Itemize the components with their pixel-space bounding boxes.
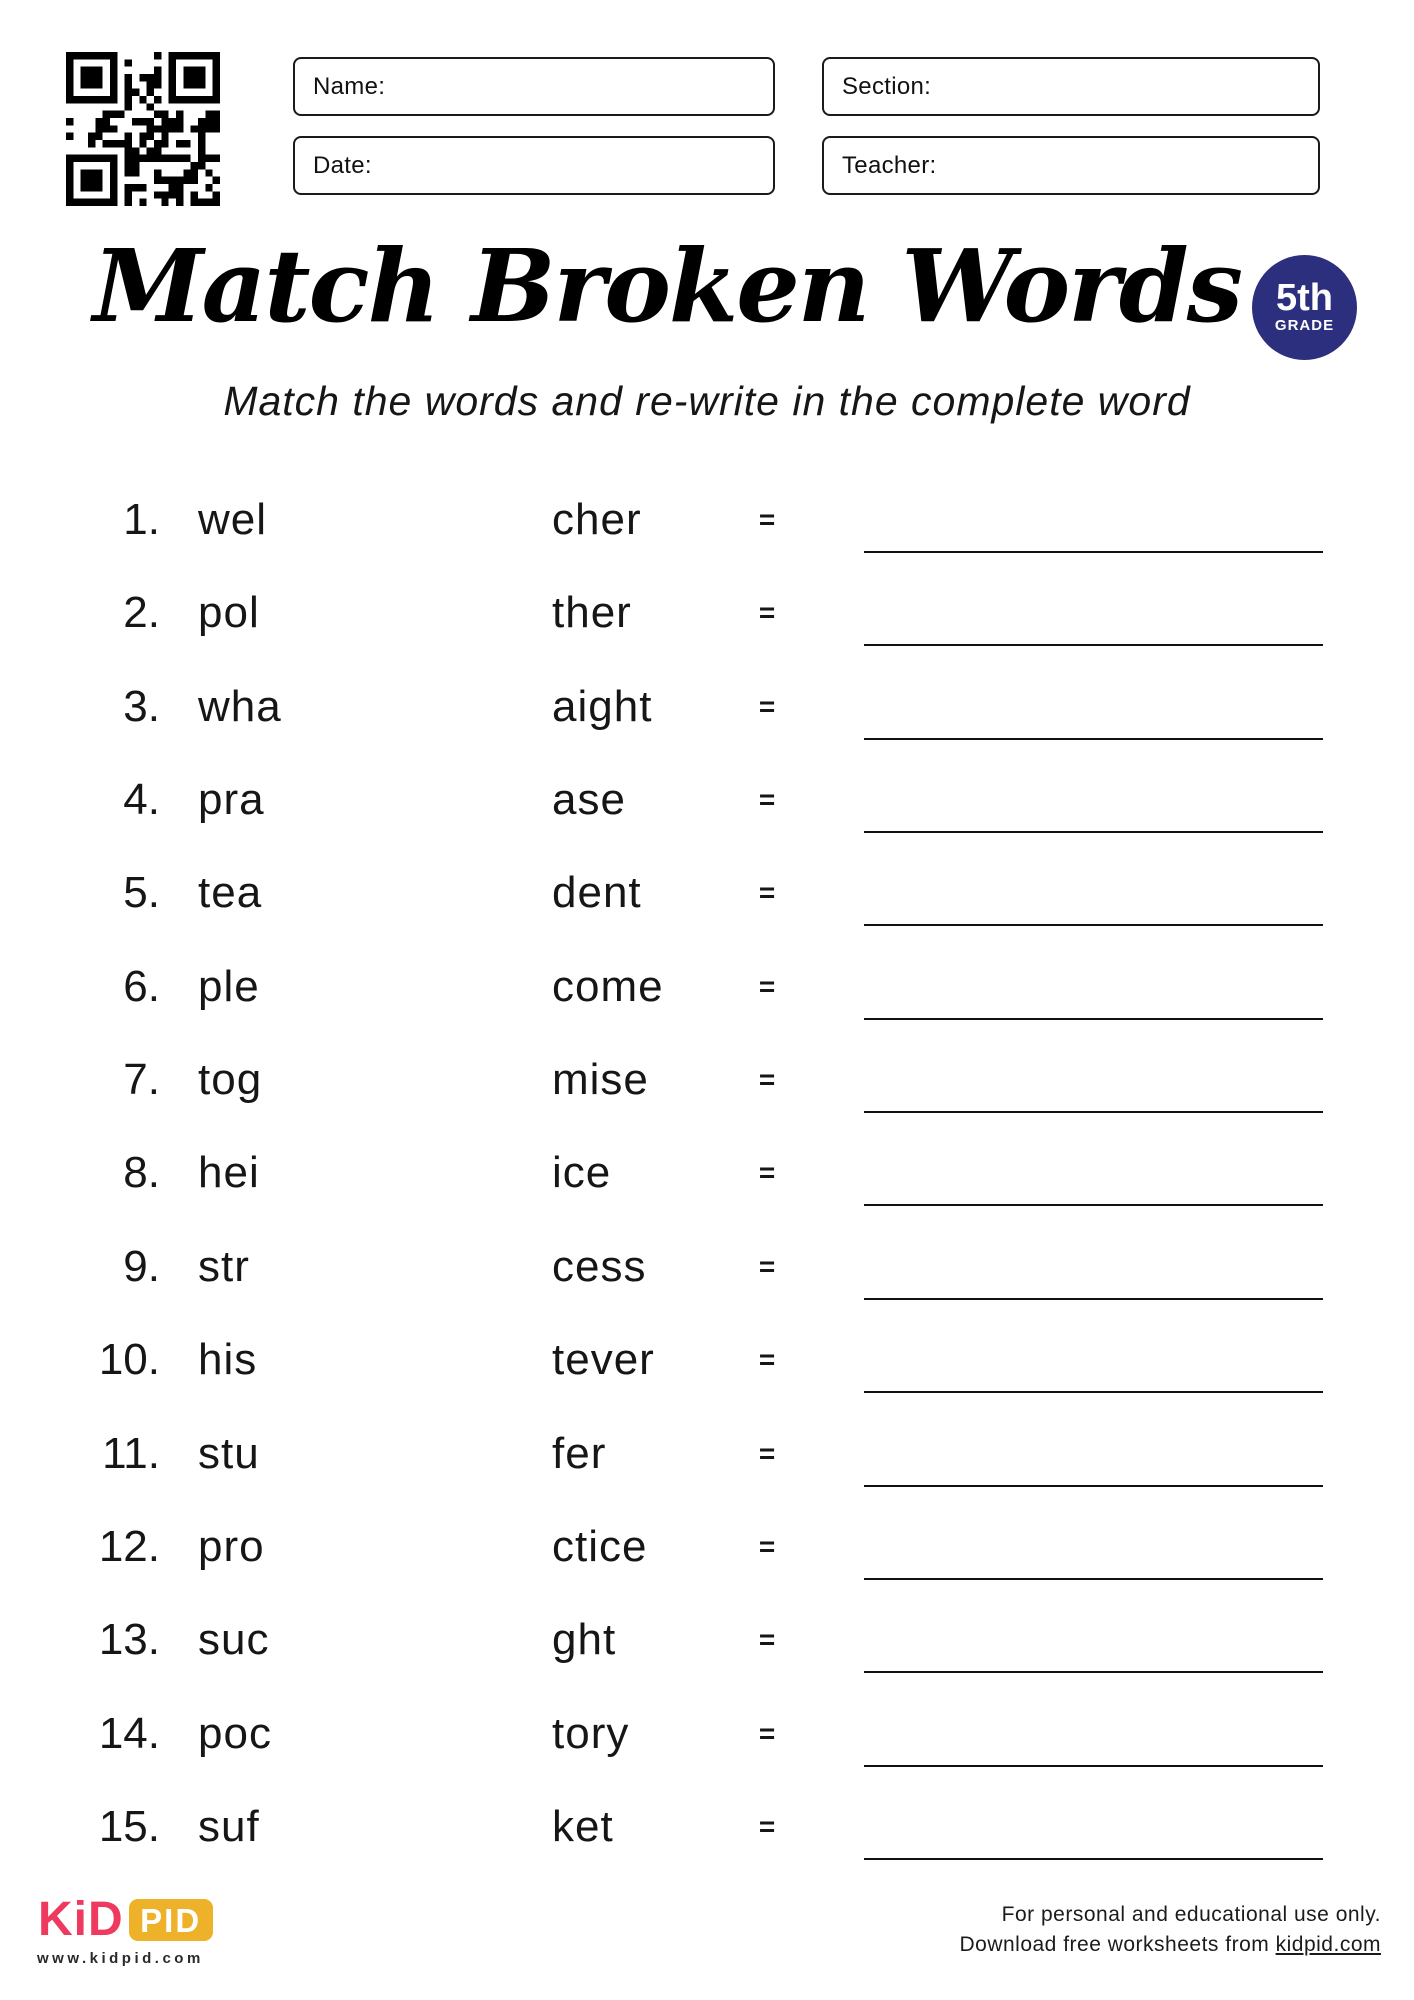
- equals-sign: =: [758, 783, 776, 815]
- answer-line[interactable]: [864, 1018, 1323, 1020]
- row-number: 11.: [102, 1428, 160, 1478]
- equals-sign: =: [758, 503, 776, 535]
- word-fragment-left: ple: [198, 961, 260, 1011]
- kidpid-link[interactable]: kidpid.com: [1275, 1933, 1381, 1956]
- word-fragment-right: ght: [552, 1614, 617, 1664]
- word-fragment-right: dent: [552, 867, 642, 917]
- row-number: 4.: [123, 774, 160, 824]
- instructions-text: Match the words and re-write in the complete word: [223, 378, 1191, 424]
- word-fragment-right: aight: [552, 681, 653, 731]
- answer-line[interactable]: [864, 831, 1323, 833]
- name-field-label: Name:: [313, 72, 386, 100]
- answer-line[interactable]: [864, 1671, 1323, 1673]
- word-fragment-left: stu: [198, 1428, 260, 1478]
- word-fragment-left: his: [198, 1334, 258, 1384]
- word-fragment-right: come: [552, 961, 664, 1011]
- answer-line[interactable]: [864, 1204, 1323, 1206]
- row-number: 15.: [98, 1801, 160, 1851]
- word-fragment-left: suf: [198, 1801, 260, 1851]
- equals-sign: =: [758, 1810, 776, 1842]
- word-fragment-left: wha: [198, 681, 282, 731]
- kidpid-logo-kid: KiD: [38, 1893, 124, 1946]
- equals-sign: =: [758, 690, 776, 722]
- equals-sign: =: [758, 1623, 776, 1655]
- grade-badge-word: GRADE: [1274, 317, 1335, 335]
- name-field-box[interactable]: [293, 57, 775, 116]
- usage-note: [959, 1900, 1381, 1960]
- section-field-label: Section:: [842, 72, 932, 100]
- word-fragment-right: ase: [552, 774, 626, 824]
- equals-sign: =: [758, 1063, 776, 1095]
- row-number: 6.: [123, 961, 160, 1011]
- word-match-row: [0, 660, 1414, 753]
- grade-badge-number: 5th: [1276, 277, 1333, 320]
- word-match-row: [0, 940, 1414, 1033]
- word-match-row: [0, 1126, 1414, 1219]
- row-number: 2.: [123, 587, 160, 637]
- word-match-row: [0, 1687, 1414, 1780]
- teacher-field-label: Teacher:: [842, 151, 937, 179]
- word-fragment-left: pol: [198, 587, 260, 637]
- word-fragment-left: tog: [198, 1054, 263, 1104]
- section-field-box[interactable]: [822, 57, 1320, 116]
- word-fragment-right: ice: [552, 1147, 612, 1197]
- answer-line[interactable]: [864, 1578, 1323, 1580]
- answer-line[interactable]: [864, 1111, 1323, 1113]
- row-number: 12.: [98, 1521, 160, 1571]
- word-fragment-right: cess: [552, 1241, 647, 1291]
- word-fragment-left: poc: [198, 1708, 272, 1758]
- word-fragment-left: pro: [198, 1521, 265, 1571]
- page-title: Match Broken Words: [92, 227, 1242, 345]
- row-number: 8.: [123, 1147, 160, 1197]
- equals-sign: =: [758, 1156, 776, 1188]
- word-fragment-left: str: [198, 1241, 250, 1291]
- equals-sign: =: [758, 876, 776, 908]
- word-fragment-right: fer: [552, 1428, 607, 1478]
- word-match-row: [0, 753, 1414, 846]
- row-number: 7.: [123, 1054, 160, 1104]
- answer-line[interactable]: [864, 551, 1323, 553]
- word-match-row: [0, 1500, 1414, 1593]
- word-match-row: [0, 473, 1414, 566]
- row-number: 10.: [98, 1334, 160, 1384]
- kidpid-logo: [38, 1893, 213, 1946]
- answer-line[interactable]: [864, 924, 1323, 926]
- answer-line[interactable]: [864, 1391, 1323, 1393]
- word-match-row: [0, 1407, 1414, 1500]
- word-fragment-right: ther: [552, 587, 632, 637]
- word-match-row: [0, 846, 1414, 939]
- grade-badge: [1252, 255, 1357, 360]
- usage-note-line2: [959, 1930, 1381, 1960]
- word-match-row: [0, 566, 1414, 659]
- answer-line[interactable]: [864, 1485, 1323, 1487]
- usage-note-line1: For personal and educational use only.: [1001, 1903, 1381, 1926]
- equals-sign: =: [758, 596, 776, 628]
- word-match-row: [0, 1780, 1414, 1873]
- word-fragment-left: pra: [198, 774, 265, 824]
- usage-note-line2-prefix: Download free worksheets from: [959, 1933, 1276, 1956]
- date-field-box[interactable]: [293, 136, 775, 195]
- answer-line[interactable]: [864, 644, 1323, 646]
- word-match-row: [0, 1593, 1414, 1686]
- word-fragment-left: wel: [198, 494, 268, 544]
- row-number: 3.: [123, 681, 160, 731]
- answer-line[interactable]: [864, 738, 1323, 740]
- equals-sign: =: [758, 1717, 776, 1749]
- date-field-label: Date:: [313, 151, 372, 179]
- word-fragment-right: tory: [552, 1708, 630, 1758]
- kidpid-logo-pid-box: [129, 1899, 213, 1941]
- row-number: 14.: [98, 1708, 160, 1758]
- word-match-row: [0, 1313, 1414, 1406]
- answer-line[interactable]: [864, 1858, 1323, 1860]
- row-number: 1.: [123, 494, 160, 544]
- word-fragment-right: ket: [552, 1801, 614, 1851]
- word-fragment-left: tea: [198, 867, 263, 917]
- answer-line[interactable]: [864, 1765, 1323, 1767]
- row-number: 9.: [123, 1241, 160, 1291]
- qr-code-icon: [64, 52, 222, 206]
- equals-sign: =: [758, 1343, 776, 1375]
- word-fragment-right: cher: [552, 494, 642, 544]
- row-number: 5.: [123, 867, 160, 917]
- word-fragment-right: mise: [552, 1054, 649, 1104]
- word-match-row: [0, 1220, 1414, 1313]
- word-fragment-left: suc: [198, 1614, 270, 1664]
- equals-sign: =: [758, 1530, 776, 1562]
- row-number: 13.: [98, 1614, 160, 1664]
- teacher-field-box[interactable]: [822, 136, 1320, 195]
- word-fragment-right: ctice: [552, 1521, 648, 1571]
- equals-sign: =: [758, 1250, 776, 1282]
- word-match-row: [0, 1033, 1414, 1126]
- answer-line[interactable]: [864, 1298, 1323, 1300]
- equals-sign: =: [758, 970, 776, 1002]
- website-url: www.kidpid.com: [37, 1950, 204, 1967]
- kidpid-logo-pid: PID: [140, 1901, 202, 1939]
- word-fragment-left: hei: [198, 1147, 260, 1197]
- equals-sign: =: [758, 1437, 776, 1469]
- word-fragment-right: tever: [552, 1334, 655, 1384]
